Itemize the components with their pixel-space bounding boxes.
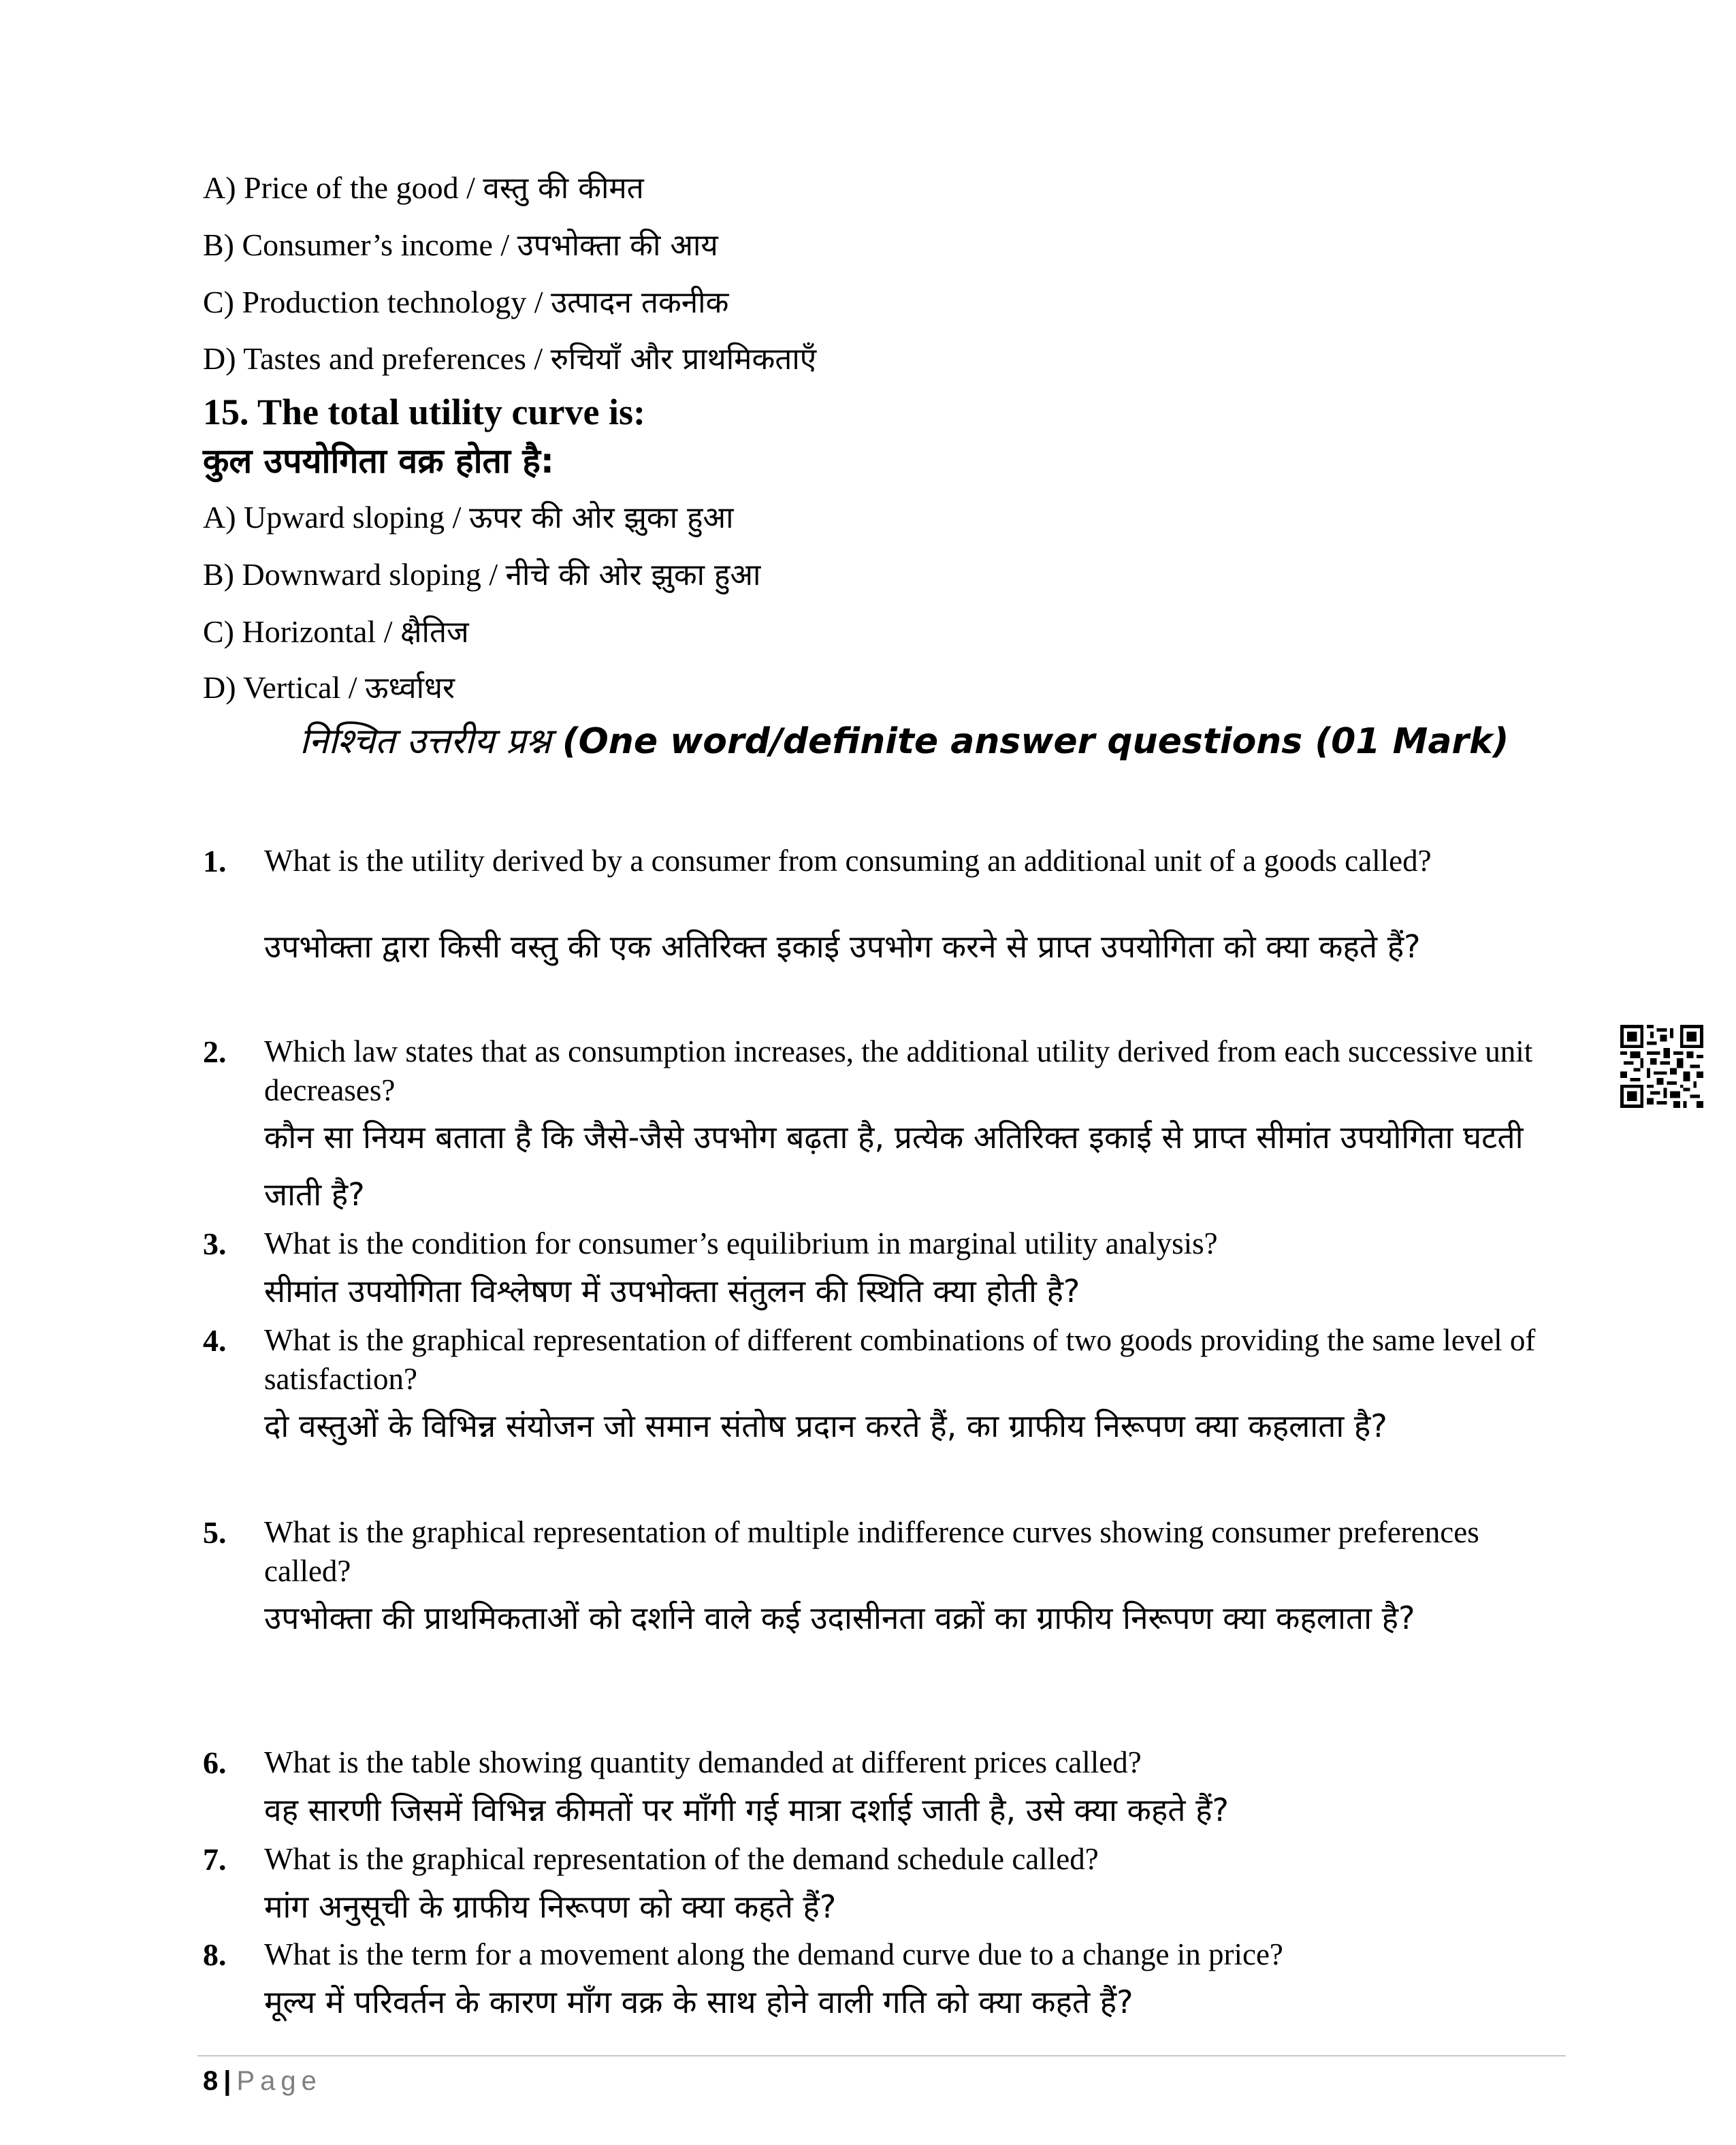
question-number: 8. (203, 1937, 227, 1972)
page-number: 8 (203, 2066, 219, 2096)
question-text: What is the graphical representation of multiple indifference curves showing consumer preferences called? (264, 1515, 1479, 1588)
question-text-hindi: मांग अनुसूची के ग्राफीय निरूपण को क्या कहते हैं? (264, 1888, 837, 1925)
q15-option-b: B) Downward sloping / नीचे की ओर झुका हुआ (203, 557, 761, 592)
question-text-hindi: दो वस्तुओं के विभिन्न संयोजन जो समान संतोष प्रदान करते हैं, का ग्राफीय निरूपण क्या कहलाता है? (264, 1408, 1387, 1444)
question-number: 1. (203, 844, 227, 878)
page-label: Page (236, 2066, 322, 2096)
question-number: 3. (203, 1226, 227, 1261)
qr-code-icon (1620, 1025, 1703, 1108)
question-number: 4. (203, 1323, 227, 1358)
question-number: 7. (203, 1842, 227, 1877)
question-text: Which law states that as consumption increases, the additional utility derived from each successive unit decreases? (264, 1034, 1533, 1107)
question-text: What is the table showing quantity demanded at different prices called? (264, 1745, 1142, 1779)
question-text-hindi: उपभोक्ता की प्राथमिकताओं को दर्शाने वाले कई उदासीनता वक्रों का ग्राफीय निरूपण क्या कहलाता है? (264, 1600, 1415, 1636)
option-d: D) Tastes and preferences / रुचियाँ और प्राथमिकताएँ (203, 341, 817, 377)
question-text-hindi: सीमांत उपयोगिता विश्लेषण में उपभोक्ता संतुलन की स्थिति क्या होती है? (264, 1273, 1080, 1309)
question-text: What is the condition for consumer’s equilibrium in marginal utility analysis? (264, 1226, 1218, 1260)
question-text-hindi: कौन सा नियम बताता है कि जैसे-जैसे उपभोग बढ़ता है, प्रत्येक अतिरिक्त इकाई से प्राप्त सीमांत उपयोगिता घटती जाती है? (264, 1119, 1524, 1213)
option-b: B) Consumer’s income / उपभोक्ता की आय (203, 227, 718, 263)
question-number: 5. (203, 1515, 227, 1550)
option-c: C) Production technology / उत्पादन तकनीक (203, 285, 729, 320)
option-a: A) Price of the good / वस्तु की कीमत (203, 170, 644, 206)
question-number: 2. (203, 1034, 227, 1069)
question-text: What is the graphical representation of different combinations of two goods providing the same level of satisfaction? (264, 1323, 1536, 1396)
question-text-hindi: मूल्य में परिवर्तन के कारण माँग वक्र के साथ होने वाली गति को क्या कहते हैं? (264, 1984, 1134, 2020)
question-number: 6. (203, 1745, 227, 1780)
question-15-title: 15. The total utility curve is: (203, 392, 645, 432)
question-text: What is the graphical representation of the demand schedule called? (264, 1842, 1099, 1876)
footer-divider (197, 2055, 1566, 2056)
q15-option-c: C) Horizontal / क्षैतिज (203, 614, 469, 650)
q15-option-a: A) Upward sloping / ऊपर की ओर झुका हुआ (203, 500, 734, 535)
page-footer (203, 2062, 322, 2100)
question-text: What is the utility derived by a consumer from consuming an additional unit of a goods called? (264, 844, 1432, 878)
section-heading: निश्चित उत्तरीय प्रश्न (One word/definite answer questions (01 Mark) (300, 721, 1509, 762)
question-text-hindi: उपभोक्ता द्वारा किसी वस्तु की एक अतिरिक्त इकाई उपभोग करने से प्राप्त उपयोगिता को क्या कहते हैं? (264, 928, 1421, 965)
q15-option-d: D) Vertical / ऊर्ध्वाधर (203, 670, 455, 705)
question-text: What is the term for a movement along the demand curve due to a change in price? (264, 1937, 1283, 1971)
question-text-hindi: वह सारणी जिसमें विभिन्न कीमतों पर माँगी गई मात्रा दर्शाई जाती है, उसे क्या कहते हैं? (264, 1792, 1229, 1828)
question-15-title-hindi: कुल उपयोगिता वक्र होता है: (203, 441, 554, 481)
footer-separator: | (223, 2066, 231, 2096)
